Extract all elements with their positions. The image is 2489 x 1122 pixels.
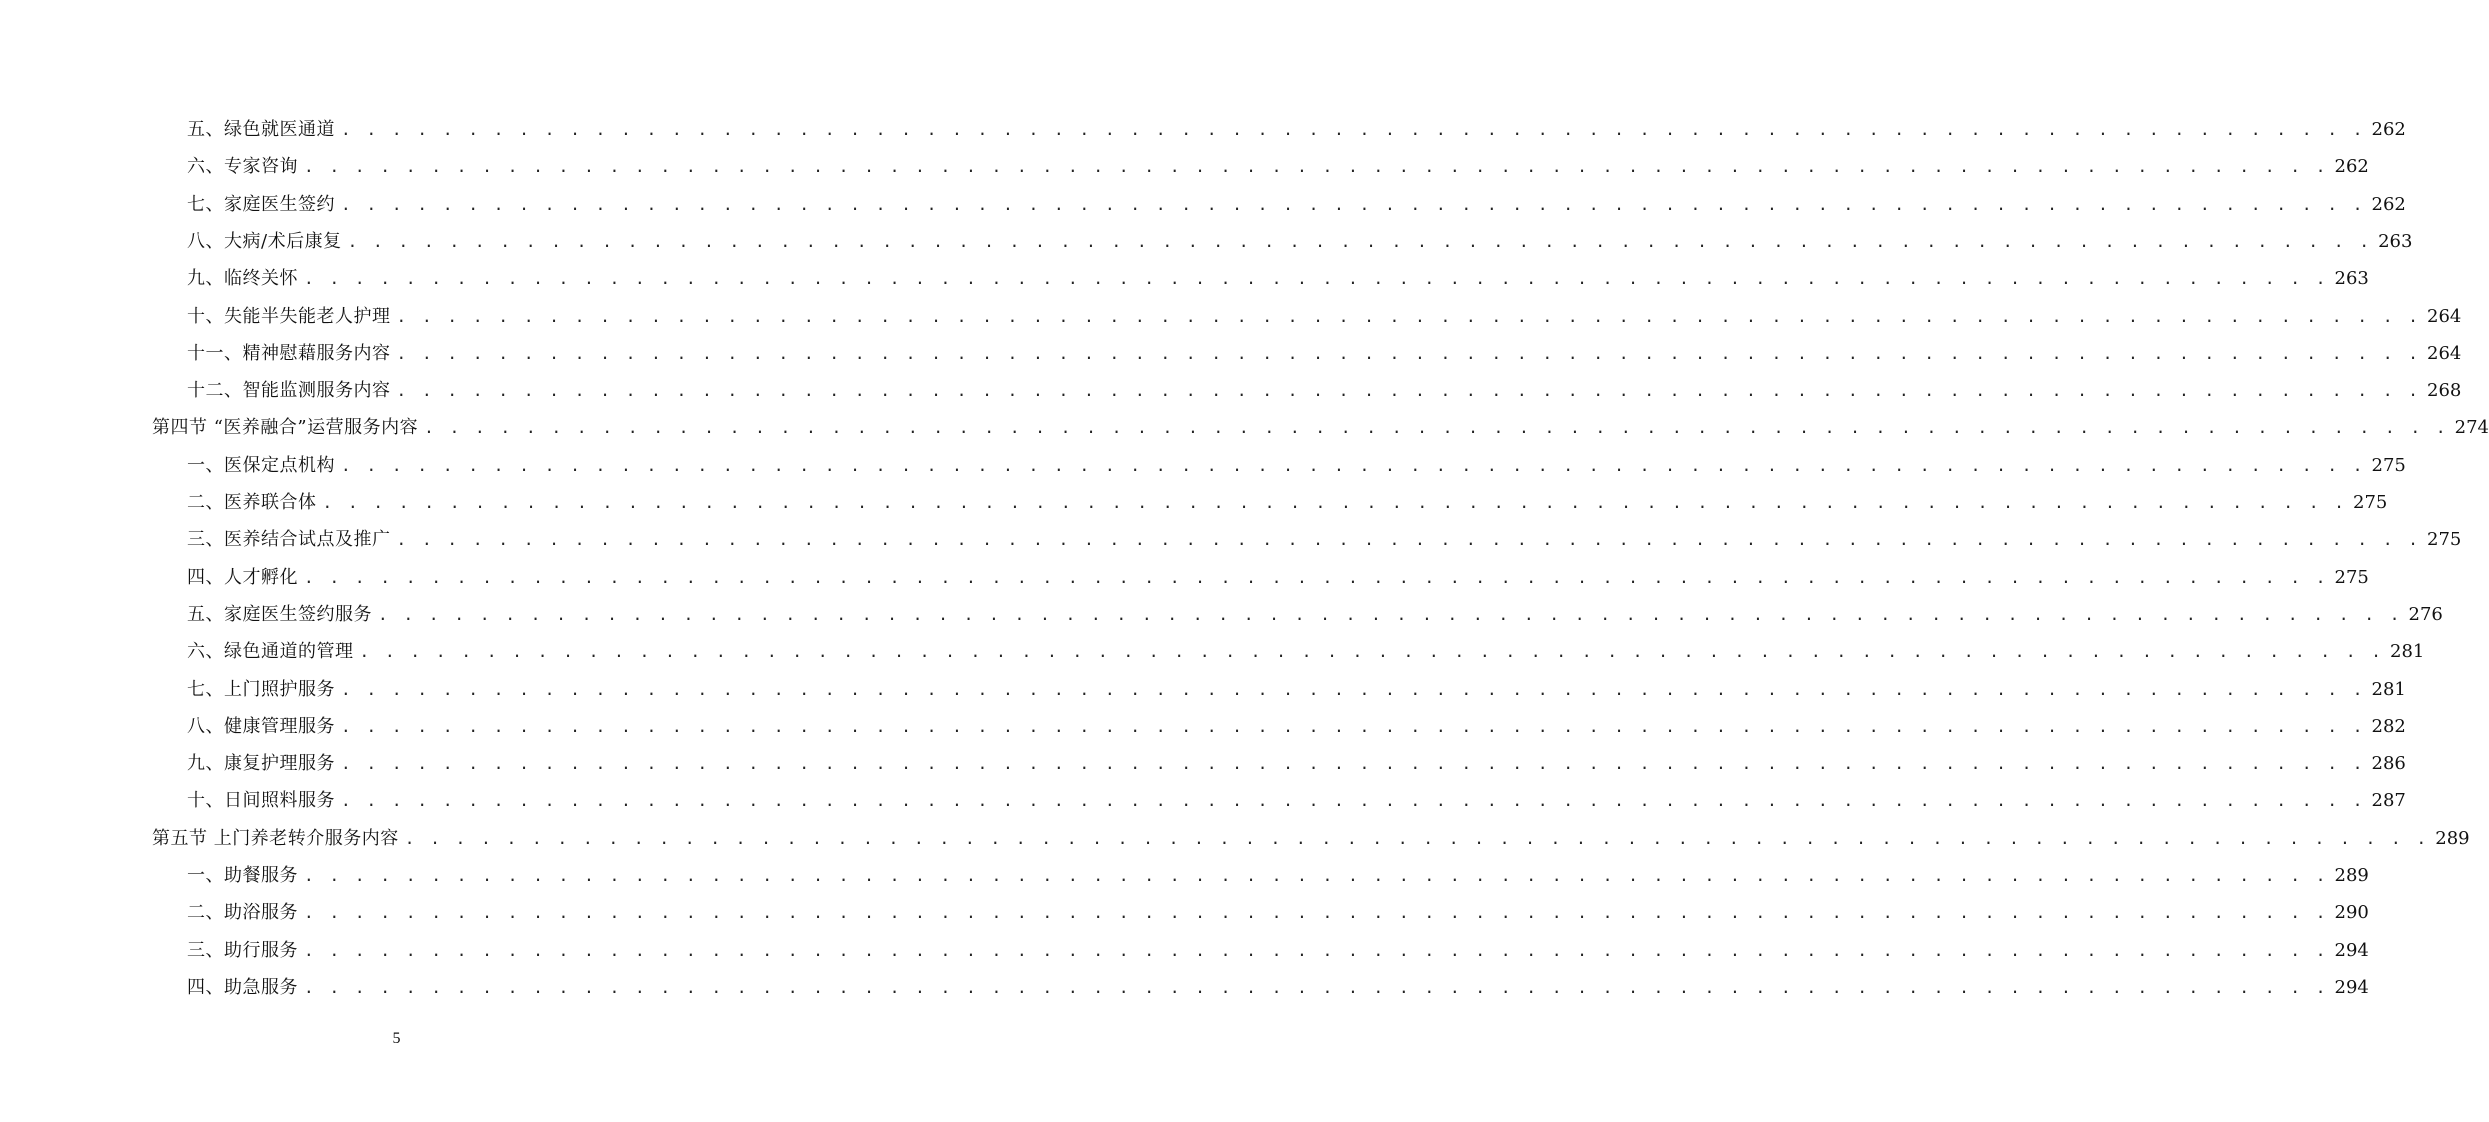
toc-dot-leader: . . . . . . . . . . . . . . . . . . . . . . . . . . . . . . . . . . . . . . . . . . . . . . . . . . . . . . . . . . . . . . . . . . . . . . . . . . . . . . . . (396, 343, 2422, 363)
toc-entry-title: 七、上门照护服务 (187, 678, 335, 700)
toc-dot-leader: . . . . . . . . . . . . . . . . . . . . . . . . . . . . . . . . . . . . . . . . . . . . . . . . . . . . . . . . . . . . . . . . . . . . . . . . . . . . . . . . (341, 791, 2366, 811)
toc-entry-title: 二、助浴服务 (187, 902, 298, 924)
toc-dot-leader: . . . . . . . . . . . . . . . . . . . . . . . . . . . . . . . . . . . . . . . . . . . . . . . . . . . . . . . . . . . . . . . . . . . . . . . . . . . . . . . . (341, 120, 2366, 139)
toc-entry-page: 276 (2408, 603, 2443, 625)
toc-entry[interactable] (187, 786, 2406, 816)
toc-entry-page: 275 (2334, 566, 2369, 588)
toc-entry[interactable] (187, 302, 2462, 332)
toc-entry-page: 286 (2371, 753, 2406, 775)
toc-dot-leader: . . . . . . . . . . . . . . . . . . . . . . . . . . . . . . . . . . . . . . . . . . . . . . . . . . . . . . . . . . . . . . . . . . . . . . . . . . . . . . . . (341, 754, 2366, 774)
toc-entry[interactable] (187, 190, 2406, 220)
toc-entry[interactable] (187, 339, 2462, 369)
toc-entry-title: 九、临终关怀 (187, 268, 298, 290)
toc-entry-title: 十、失能半失能老人护理 (187, 305, 391, 327)
toc-entry[interactable] (152, 824, 2470, 854)
toc-entry-title: 八、健康管理服务 (187, 715, 335, 737)
toc-entry[interactable] (187, 936, 2369, 966)
toc-entry-page: 275 (2353, 492, 2388, 513)
toc-dot-leader: . . . . . . . . . . . . . . . . . . . . . . . . . . . . . . . . . . . . . . . . . . . . . . . . . . . . . . . . . . . . . . . . . . . . . . . . . . . . . . . . (304, 866, 2329, 885)
toc-entry[interactable] (187, 861, 2369, 891)
toc-entry[interactable] (152, 413, 2489, 443)
toc-entry-page: 262 (2371, 193, 2406, 215)
toc-entry-page: 294 (2334, 939, 2369, 961)
toc-dot-leader: . . . . . . . . . . . . . . . . . . . . . . . . . . . . . . . . . . . . . . . . . . . . . . . . . . . . . . . . . . . . . . . . . . . . . . . . . . . . . . . . (341, 194, 2366, 214)
toc-entry[interactable] (187, 749, 2406, 779)
toc-entry-page: 262 (2371, 119, 2406, 140)
toc-dot-leader: . . . . . . . . . . . . . . . . . . . . . . . . . . . . . . . . . . . . . . . . . . . . . . . . . . . . . . . . . . . . . . . . . . . . . . . . . . . . . . . . (378, 604, 2403, 624)
toc-entry-page: 274 (2454, 417, 2489, 439)
toc-entry-page: 268 (2427, 380, 2462, 402)
toc-entry-page: 281 (2390, 641, 2425, 663)
toc-entry-page: 264 (2427, 305, 2462, 327)
toc-entry[interactable] (187, 675, 2406, 705)
toc-entry-page: 275 (2427, 529, 2462, 551)
toc-dot-leader: . . . . . . . . . . . . . . . . . . . . . . . . . . . . . . . . . . . . . . . . . . . . . . . . . . . . . . . . . . . . . . . . . . . . . . . . . . . . . . . . (322, 493, 2348, 512)
toc-entry[interactable] (187, 525, 2462, 555)
toc-entry-page: 294 (2334, 976, 2369, 998)
toc-dot-leader: . . . . . . . . . . . . . . . . . . . . . . . . . . . . . . . . . . . . . . . . . . . . . . . . . . . . . . . . . . . . . . . . . . . . . . . . . . . . . . . . (396, 530, 2422, 550)
toc-entry-page: 275 (2371, 454, 2406, 476)
toc-entry[interactable] (187, 898, 2369, 928)
toc-entry[interactable] (187, 227, 2413, 257)
toc-dot-leader: . . . . . . . . . . . . . . . . . . . . . . . . . . . . . . . . . . . . . . . . . . . . . . . . . . . . . . . . . . . . . . . . . . . . . . . . . . . . . . . . (359, 642, 2385, 662)
page-number: 5 (392, 1030, 401, 1047)
toc-entry-title: 三、医养结合试点及推广 (187, 529, 391, 551)
toc-entry-page: 281 (2371, 678, 2406, 700)
toc-entry-title: 九、康复护理服务 (187, 753, 335, 775)
toc-entry-title: 八、大病/术后康复 (187, 230, 342, 252)
toc-entry-title: 第四节 “医养融合”运营服务内容 (152, 417, 419, 439)
toc-entry-title: 一、医保定点机构 (187, 454, 335, 476)
toc-entry-page: 264 (2427, 342, 2462, 364)
toc-dot-leader: . . . . . . . . . . . . . . . . . . . . . . . . . . . . . . . . . . . . . . . . . . . . . . . . . . . . . . . . . . . . . . . . . . . . . . . . . . . . . . . . (341, 455, 2366, 475)
toc-dot-leader: . . . . . . . . . . . . . . . . . . . . . . . . . . . . . . . . . . . . . . . . . . . . . . . . . . . . . . . . . . . . . . . . . . . . . . . . . . . . . . . . (424, 418, 2449, 438)
toc-entry-page: 262 (2334, 156, 2369, 178)
toc-entry-title: 二、医养联合体 (187, 492, 317, 513)
toc-entry-page: 287 (2371, 790, 2406, 812)
toc-entry[interactable] (187, 264, 2369, 294)
toc-entry[interactable] (187, 637, 2425, 667)
toc-dot-leader: . . . . . . . . . . . . . . . . . . . . . . . . . . . . . . . . . . . . . . . . . . . . . . . . . . . . . . . . . . . . . . . . . . . . . . . . . . . . . . . . (341, 679, 2366, 699)
toc-entry-title: 三、助行服务 (187, 939, 298, 961)
toc-entry[interactable] (187, 115, 2406, 145)
toc-entry-page: 282 (2371, 715, 2406, 737)
toc-dot-leader: . . . . . . . . . . . . . . . . . . . . . . . . . . . . . . . . . . . . . . . . . . . . . . . . . . . . . . . . . . . . . . . . . . . . . . . . . . . . . . . . (304, 940, 2329, 960)
toc-entry-title: 六、绿色通道的管理 (187, 641, 354, 663)
toc-dot-leader: . . . . . . . . . . . . . . . . . . . . . . . . . . . . . . . . . . . . . . . . . . . . . . . . . . . . . . . . . . . . . . . . . . . . . . . . . . . . . . . . (304, 903, 2329, 923)
toc-dot-leader: . . . . . . . . . . . . . . . . . . . . . . . . . . . . . . . . . . . . . . . . . . . . . . . . . . . . . . . . . . . . . . . . . . . . . . . . . . . . . . . . (404, 828, 2430, 848)
toc-entry-title: 十、日间照料服务 (187, 790, 335, 812)
toc-entry-title: 四、人才孵化 (187, 566, 298, 588)
toc-dot-leader: . . . . . . . . . . . . . . . . . . . . . . . . . . . . . . . . . . . . . . . . . . . . . . . . . . . . . . . . . . . . . . . . . . . . . . . . . . . . . . . . (396, 306, 2422, 326)
toc-entry[interactable] (187, 973, 2369, 1003)
toc-entry-title: 六、专家咨询 (187, 156, 298, 178)
toc-entry-title: 五、家庭医生签约服务 (187, 603, 372, 625)
toc-entry-title: 七、家庭医生签约 (187, 193, 335, 215)
toc-entry-title: 十一、精神慰藉服务内容 (187, 342, 391, 364)
toc-entry-title: 十二、智能监测服务内容 (187, 380, 391, 402)
toc-entry-title: 第五节 上门养老转介服务内容 (152, 827, 399, 849)
toc-entry[interactable] (187, 376, 2462, 406)
toc-entry[interactable] (187, 488, 2388, 518)
toc-dot-leader: . . . . . . . . . . . . . . . . . . . . . . . . . . . . . . . . . . . . . . . . . . . . . . . . . . . . . . . . . . . . . . . . . . . . . . . . . . . . . . . . (304, 567, 2329, 587)
toc-entry-title: 一、助餐服务 (187, 865, 298, 886)
toc-entry[interactable] (187, 152, 2369, 182)
toc-entry-page: 263 (2378, 230, 2413, 252)
toc-entry[interactable] (187, 563, 2369, 593)
toc-dot-leader: . . . . . . . . . . . . . . . . . . . . . . . . . . . . . . . . . . . . . . . . . . . . . . . . . . . . . . . . . . . . . . . . . . . . . . . . . . . . . . . . (347, 231, 2373, 251)
toc-entry-title: 五、绿色就医通道 (187, 119, 335, 140)
toc-dot-leader: . . . . . . . . . . . . . . . . . . . . . . . . . . . . . . . . . . . . . . . . . . . . . . . . . . . . . . . . . . . . . . . . . . . . . . . . . . . . . . . . (341, 716, 2366, 736)
toc-entry[interactable] (187, 451, 2406, 481)
toc-entry[interactable] (187, 712, 2406, 742)
toc-entry[interactable] (187, 600, 2443, 630)
toc-dot-leader: . . . . . . . . . . . . . . . . . . . . . . . . . . . . . . . . . . . . . . . . . . . . . . . . . . . . . . . . . . . . . . . . . . . . . . . . . . . . . . . . (396, 381, 2422, 401)
toc-entry-page: 263 (2334, 268, 2369, 290)
toc-entry-page: 289 (2334, 865, 2369, 886)
toc-entry-page: 290 (2334, 902, 2369, 924)
toc-entry-page: 289 (2435, 827, 2470, 849)
toc-dot-leader: . . . . . . . . . . . . . . . . . . . . . . . . . . . . . . . . . . . . . . . . . . . . . . . . . . . . . . . . . . . . . . . . . . . . . . . . . . . . . . . . (304, 157, 2329, 177)
toc-dot-leader: . . . . . . . . . . . . . . . . . . . . . . . . . . . . . . . . . . . . . . . . . . . . . . . . . . . . . . . . . . . . . . . . . . . . . . . . . . . . . . . . (304, 977, 2329, 997)
toc-dot-leader: . . . . . . . . . . . . . . . . . . . . . . . . . . . . . . . . . . . . . . . . . . . . . . . . . . . . . . . . . . . . . . . . . . . . . . . . . . . . . . . . (304, 269, 2329, 289)
toc-entry-title: 四、助急服务 (187, 976, 298, 998)
